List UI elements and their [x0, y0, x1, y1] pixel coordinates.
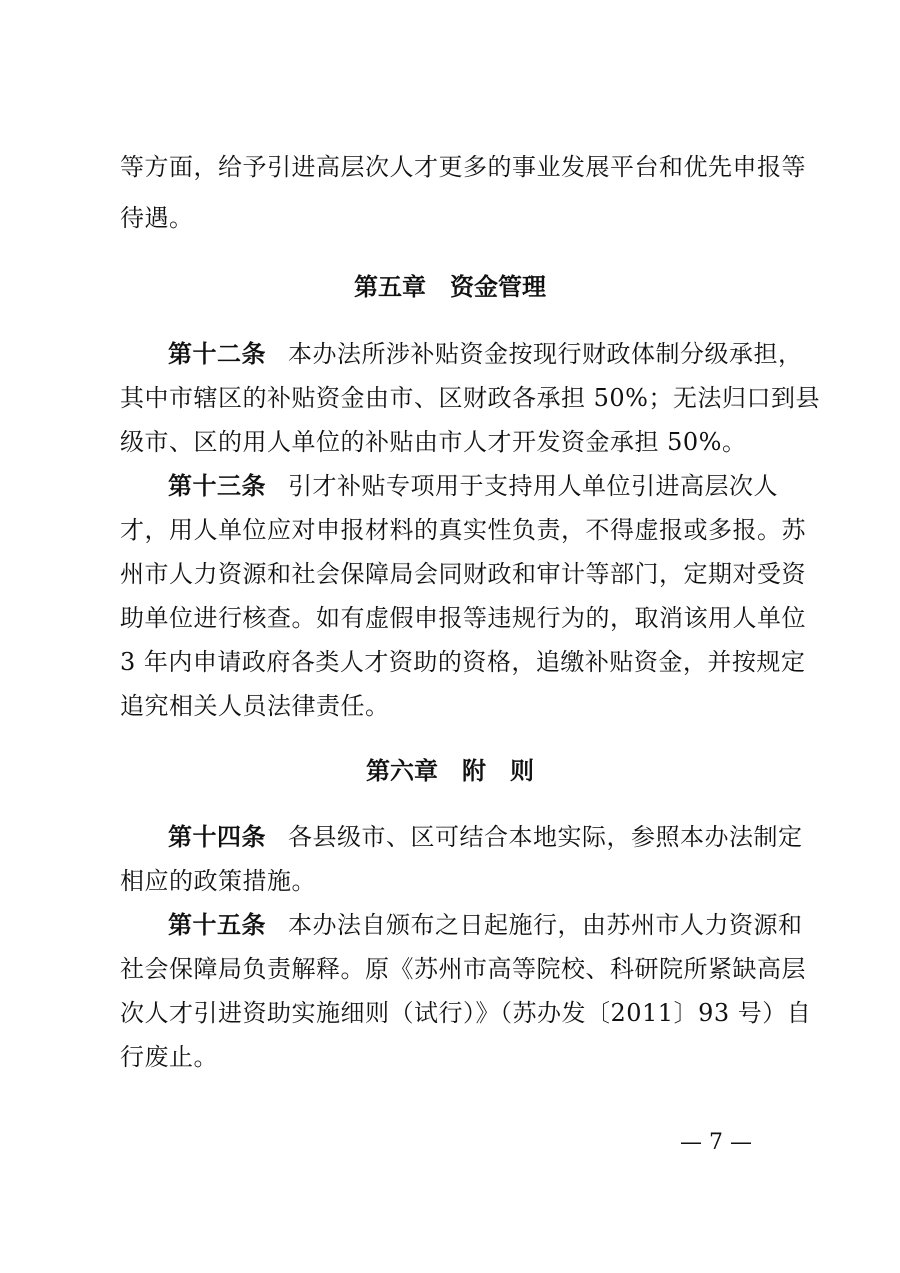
art13-text-1: 引才补贴专项用于支持用人单位引进高层次人	[288, 472, 778, 500]
art12-text-1: 本办法所涉补贴资金按现行财政体制分级承担，	[288, 340, 803, 368]
art13-line-1	[168, 471, 778, 501]
art15-line-1	[168, 910, 803, 940]
art13-line-2: 才，用人单位应对申报材料的真实性负责，不得虚报或多报。苏	[120, 516, 806, 544]
art13-label: 第十三条	[168, 472, 266, 500]
art15-line-2: 社会保障局负责解释。原《苏州市高等院校、科研院所紧缺高层	[120, 955, 806, 983]
page-number: — 7 —	[680, 1130, 752, 1155]
art14-text-1: 各县级市、区可结合本地实际，参照本办法制定	[288, 823, 803, 851]
art14-line-2: 相应的政策措施。	[120, 867, 316, 895]
art12-line-2: 其中市辖区的补贴资金由市、区财政各承担 50%；无法归口到县	[120, 384, 820, 412]
art13-line-3: 州市人力资源和社会保障局会同财政和审计等部门，定期对受资	[120, 560, 806, 588]
art15-line-4: 行废止。	[120, 1043, 218, 1071]
art14-line-1	[168, 822, 803, 852]
intro-line-2: 待遇。	[120, 204, 194, 232]
art13-line-4: 助单位进行核查。如有虚假申报等违规行为的，取消该用人单位	[120, 604, 806, 632]
art12-line-3: 级市、区的用人单位的补贴由市人才开发资金承担 50%。	[120, 428, 747, 456]
chapter5-title: 第五章 资金管理	[354, 273, 546, 301]
art13-line-5: 3 年内申请政府各类人才资助的资格，追缴补贴资金，并按规定	[120, 648, 806, 676]
chapter6-title: 第六章 附 则	[366, 757, 534, 785]
intro-line-1: 等方面，给予引进高层次人才更多的事业发展平台和优先申报等	[120, 153, 806, 181]
art12-label: 第十二条	[168, 340, 266, 368]
art15-line-3: 次人才引进资助实施细则（试行）》（苏办发〔2011〕93 号）自	[120, 999, 812, 1027]
art12-line-1	[168, 339, 803, 369]
art15-label: 第十五条	[168, 911, 266, 939]
art15-text-1: 本办法自颁布之日起施行，由苏州市人力资源和	[288, 911, 803, 939]
art13-line-6: 追究相关人员法律责任。	[120, 692, 390, 720]
art14-label: 第十四条	[168, 823, 266, 851]
